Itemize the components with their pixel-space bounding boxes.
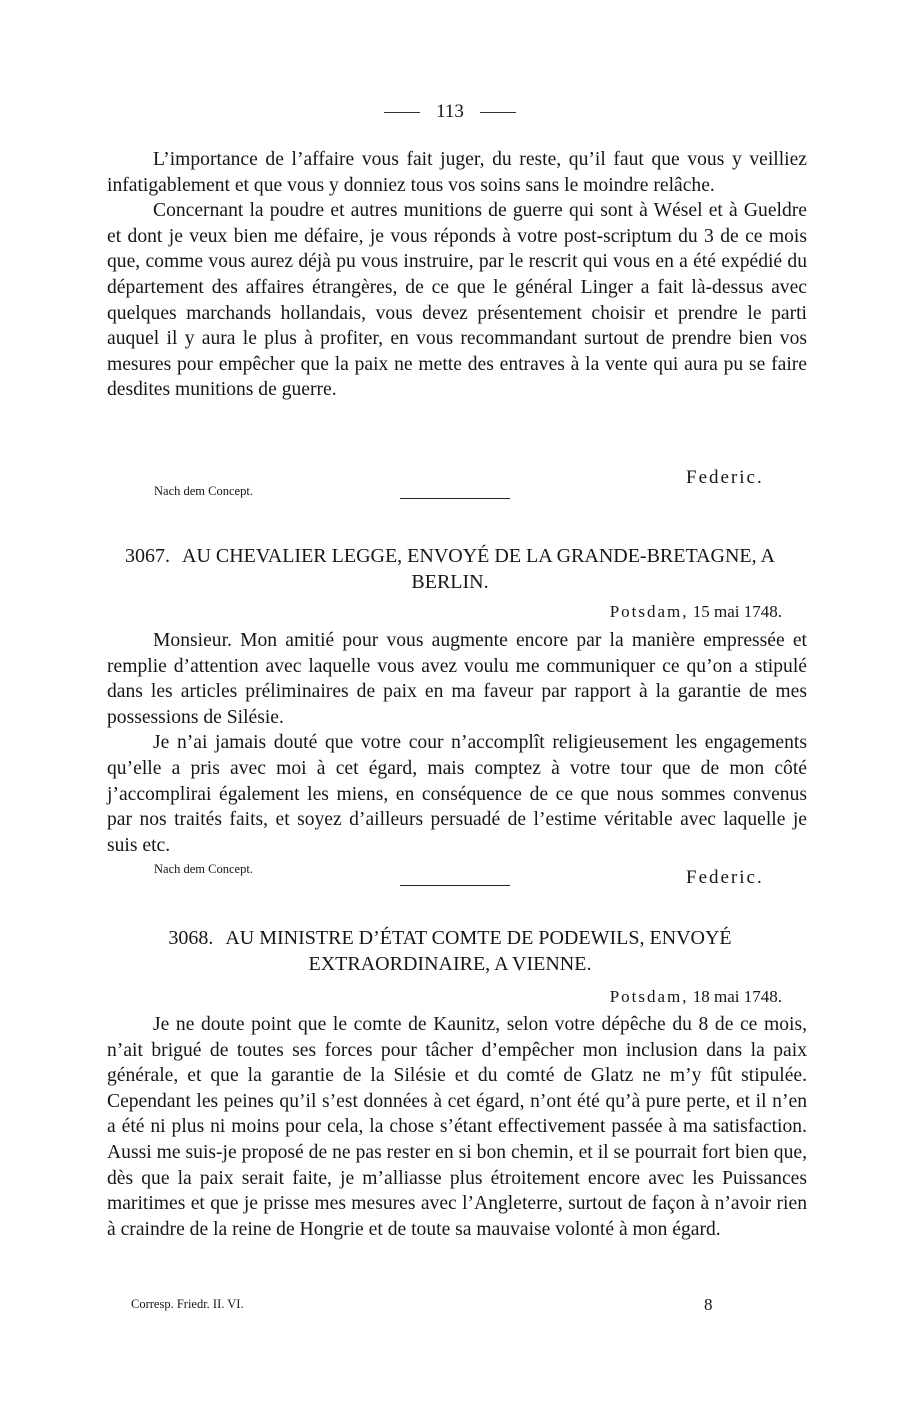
place: Potsdam, [609, 602, 689, 621]
signature: Federic. [686, 867, 764, 888]
dateline [610, 602, 782, 622]
paragraph: Je ne doute point que le comte de Kaunitz, selon votre dépêche du 8 de ce mois, n’ait brigué de toutes ses forces pour tâcher d’empêcher mon inclusion dans la paix générale, et que la garantie de la Silésie et du comté de Glatz ne m’y fût stipulée. Cependant les peines qu’il s’est données à cet égard, n’ont été qu’à pure perte, et il n’en a été ni plus ni moins pour cela, la chose s’étant effectivement passée à ma satisfaction. Aussi me suis-je proposé de ne pas rester en si bon chemin, et il se pourrait fort bien que, dès que la paix serait faite, je m’alliasse plus étroitement encore avec les Puissances maritimes et que je prisse mes mesures avec l’Angleterre, surtout de façon à n’avoir rien à craindre de la reine de Hongrie et de toute sa mauvaise volonté à mon égard. [107, 1014, 807, 1240]
letter-heading [100, 543, 800, 595]
source-note: Nach dem Concept. [154, 484, 253, 498]
letter-number: 3068. [168, 927, 214, 949]
section-divider [400, 885, 510, 886]
letter-title: AU MINISTRE D’ÉTAT COMTE DE PODEWILS, ENVOYÉ EXTRAORDINAIRE, A VIENNE. [225, 927, 732, 975]
letter-3068-body [107, 1012, 807, 1242]
paragraph: Je n’ai jamais douté que votre cour n’accomplît religieusement les engagements qu’elle a pris avec moi à cet égard, mais comptez à votre tour que de mon côté j’accomplirai également les miens, en conséquence de ce que nous sommes convenus par nos traités faits, et soyez d’ailleurs persuadé de l’estime véritable avec laquelle je suis etc. [107, 732, 807, 856]
sheet-number: 8 [704, 1295, 713, 1314]
place: Potsdam, [609, 987, 689, 1006]
date: 18 mai 1748. [692, 987, 782, 1006]
source-note: Nach dem Concept. [154, 862, 253, 876]
paragraph: L’importance de l’affaire vous fait juger, du reste, qu’il faut que vous y veilliez infatigablement et que vous y donniez tous vos soins sans le moindre relâche. [107, 149, 807, 196]
page-number: 113 [436, 101, 464, 122]
header-dash-left [384, 112, 420, 113]
letter-title: AU CHEVALIER LEGGE, ENVOYÉ DE LA GRANDE-BRETAGNE, A BERLIN. [182, 545, 775, 593]
letter-prev-body [107, 147, 807, 403]
dateline [610, 987, 782, 1007]
running-header [0, 101, 900, 123]
letter-3067-body [107, 628, 807, 858]
signature: Federic. [686, 467, 764, 488]
date: 15 mai 1748. [692, 602, 782, 621]
signature-mark: Corresp. Friedr. II. VI. [131, 1297, 244, 1311]
header-dash-right [480, 112, 516, 113]
letter-heading [100, 925, 800, 977]
letter-number: 3067. [125, 545, 170, 567]
paragraph: Monsieur. Mon amitié pour vous augmente encore par la manière empressée et remplie d’attention avec laquelle vous avez voulu me communiquer ce qu’on a stipulé dans les articles préliminaires de paix en ma faveur par rapport à la garantie de mes possessions de Silésie. [107, 630, 807, 728]
paragraph: Concernant la poudre et autres munitions de guerre qui sont à Wésel et à Gueldre et dont je veux bien me défaire, je vous réponds à votre post-scriptum du 3 de ce mois que, comme vous aurez déjà pu vous instruire, par le rescrit qui vous en a été expédié du département des affaires étrangères, de ce que le général Linger a fait là-dessus avec quelques marchands hollandais, vous devez présentement choisir et prendre le parti auquel il y aura le plus à profiter, en vous recommandant surtout de prendre bien vos mesures pour empêcher que la paix ne mette des entraves à la vente qui aura pu se faire desdites munitions de guerre. [107, 200, 807, 401]
section-divider [400, 498, 510, 499]
